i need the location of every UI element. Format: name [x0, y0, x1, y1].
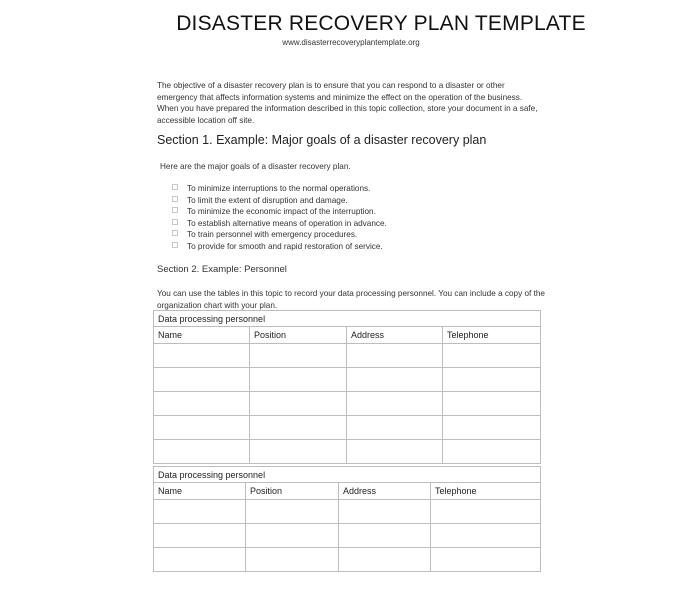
- table-cell[interactable]: [250, 368, 347, 392]
- table-cell[interactable]: [443, 368, 541, 392]
- table-cell[interactable]: [431, 524, 541, 548]
- column-header-telephone: Telephone: [431, 483, 541, 500]
- personnel-table-1: [153, 310, 541, 464]
- goal-text: To minimize interruptions to the normal operations.: [187, 184, 371, 193]
- table-cell[interactable]: [250, 392, 347, 416]
- table-cell[interactable]: [443, 416, 541, 440]
- table-cell[interactable]: [154, 548, 246, 572]
- section2-heading: Section 2. Example: Personnel: [157, 264, 287, 275]
- table-cell[interactable]: [154, 416, 250, 440]
- section1-heading: Section 1. Example: Major goals of a disaster recovery plan: [157, 133, 487, 147]
- goal-text: To train personnel with emergency procedures.: [187, 230, 358, 240]
- table-caption: Data processing personnel: [154, 467, 541, 483]
- column-header-name: Name: [154, 483, 246, 500]
- goal-text: To establish alternative means of operation in advance.: [187, 218, 387, 228]
- table-cell[interactable]: [154, 440, 250, 464]
- goals-list: [172, 183, 387, 253]
- table-cell[interactable]: [443, 440, 541, 464]
- table-cell[interactable]: [246, 500, 339, 524]
- bullet-icon: [172, 230, 178, 236]
- intro-line: accessible location off site.: [157, 115, 255, 125]
- table-cell[interactable]: [246, 548, 339, 572]
- list-item: [172, 218, 387, 230]
- table-cell[interactable]: [154, 392, 250, 416]
- list-item: [172, 183, 387, 195]
- table-cell[interactable]: [250, 416, 347, 440]
- list-item: [172, 229, 387, 241]
- table-cell[interactable]: [347, 392, 443, 416]
- personnel-table-2: [153, 466, 541, 572]
- table-cell[interactable]: [250, 344, 347, 368]
- table-cell[interactable]: [154, 368, 250, 392]
- document-title: DISASTER RECOVERY PLAN TEMPLATE: [176, 12, 586, 35]
- table-row: [154, 524, 541, 548]
- table-cell[interactable]: [443, 392, 541, 416]
- column-header-position: Position: [246, 483, 339, 500]
- table-cell[interactable]: [339, 524, 431, 548]
- table-cell[interactable]: [347, 440, 443, 464]
- table-row: [154, 500, 541, 524]
- paragraph-line: organization chart with your plan.: [157, 301, 278, 310]
- list-item: [172, 241, 387, 253]
- column-header-telephone: Telephone: [443, 327, 541, 344]
- column-header-name: Name: [154, 327, 250, 344]
- table-row: [154, 416, 541, 440]
- column-header-address: Address: [347, 327, 443, 344]
- goal-text: To provide for smooth and rapid restoration of service.: [187, 241, 383, 251]
- table-cell[interactable]: [347, 416, 443, 440]
- table-cell[interactable]: [154, 344, 250, 368]
- table-cell[interactable]: [246, 524, 339, 548]
- table-row: [154, 440, 541, 464]
- section2-paragraph: [157, 288, 545, 312]
- section1-lead: Here are the major goals of a disaster recovery plan.: [160, 162, 351, 171]
- website-url: www.disasterrecoveryplantemplate.org: [282, 38, 420, 47]
- list-item: [172, 195, 387, 207]
- intro-line: The objective of a disaster recovery plan is to ensure that you can respond to a disaster or other: [157, 81, 505, 90]
- bullet-icon: [172, 207, 178, 213]
- goal-text: To limit the extent of disruption and damage.: [187, 195, 348, 205]
- table-cell[interactable]: [339, 548, 431, 572]
- paragraph-line: You can use the tables in this topic to record your data processing personnel. You can include a copy of the: [157, 289, 545, 298]
- bullet-icon: [172, 196, 178, 202]
- table-cell[interactable]: [431, 500, 541, 524]
- table-cell[interactable]: [250, 440, 347, 464]
- bullet-icon: [172, 184, 178, 190]
- table-row: [154, 344, 541, 368]
- table-cell[interactable]: [347, 368, 443, 392]
- bullet-icon: [172, 242, 178, 248]
- intro-line: emergency that affects information systems and minimize the effect on the operation of the business.: [157, 92, 523, 102]
- table-cell[interactable]: [154, 500, 246, 524]
- table-cell[interactable]: [443, 344, 541, 368]
- goal-text: To minimize the economic impact of the interruption.: [187, 207, 376, 217]
- table-cell[interactable]: [154, 524, 246, 548]
- table-cell[interactable]: [347, 344, 443, 368]
- bullet-icon: [172, 219, 178, 225]
- list-item: [172, 206, 387, 218]
- table-cell[interactable]: [431, 548, 541, 572]
- intro-line: When you have prepared the information described in this topic collection, store your document in a safe,: [157, 104, 538, 113]
- table-row: [154, 392, 541, 416]
- table-row: [154, 368, 541, 392]
- intro-paragraph: [157, 80, 537, 126]
- column-header-address: Address: [339, 483, 431, 500]
- table-caption: Data processing personnel: [154, 311, 541, 327]
- table-row: [154, 548, 541, 572]
- table-cell[interactable]: [339, 500, 431, 524]
- column-header-position: Position: [250, 327, 347, 344]
